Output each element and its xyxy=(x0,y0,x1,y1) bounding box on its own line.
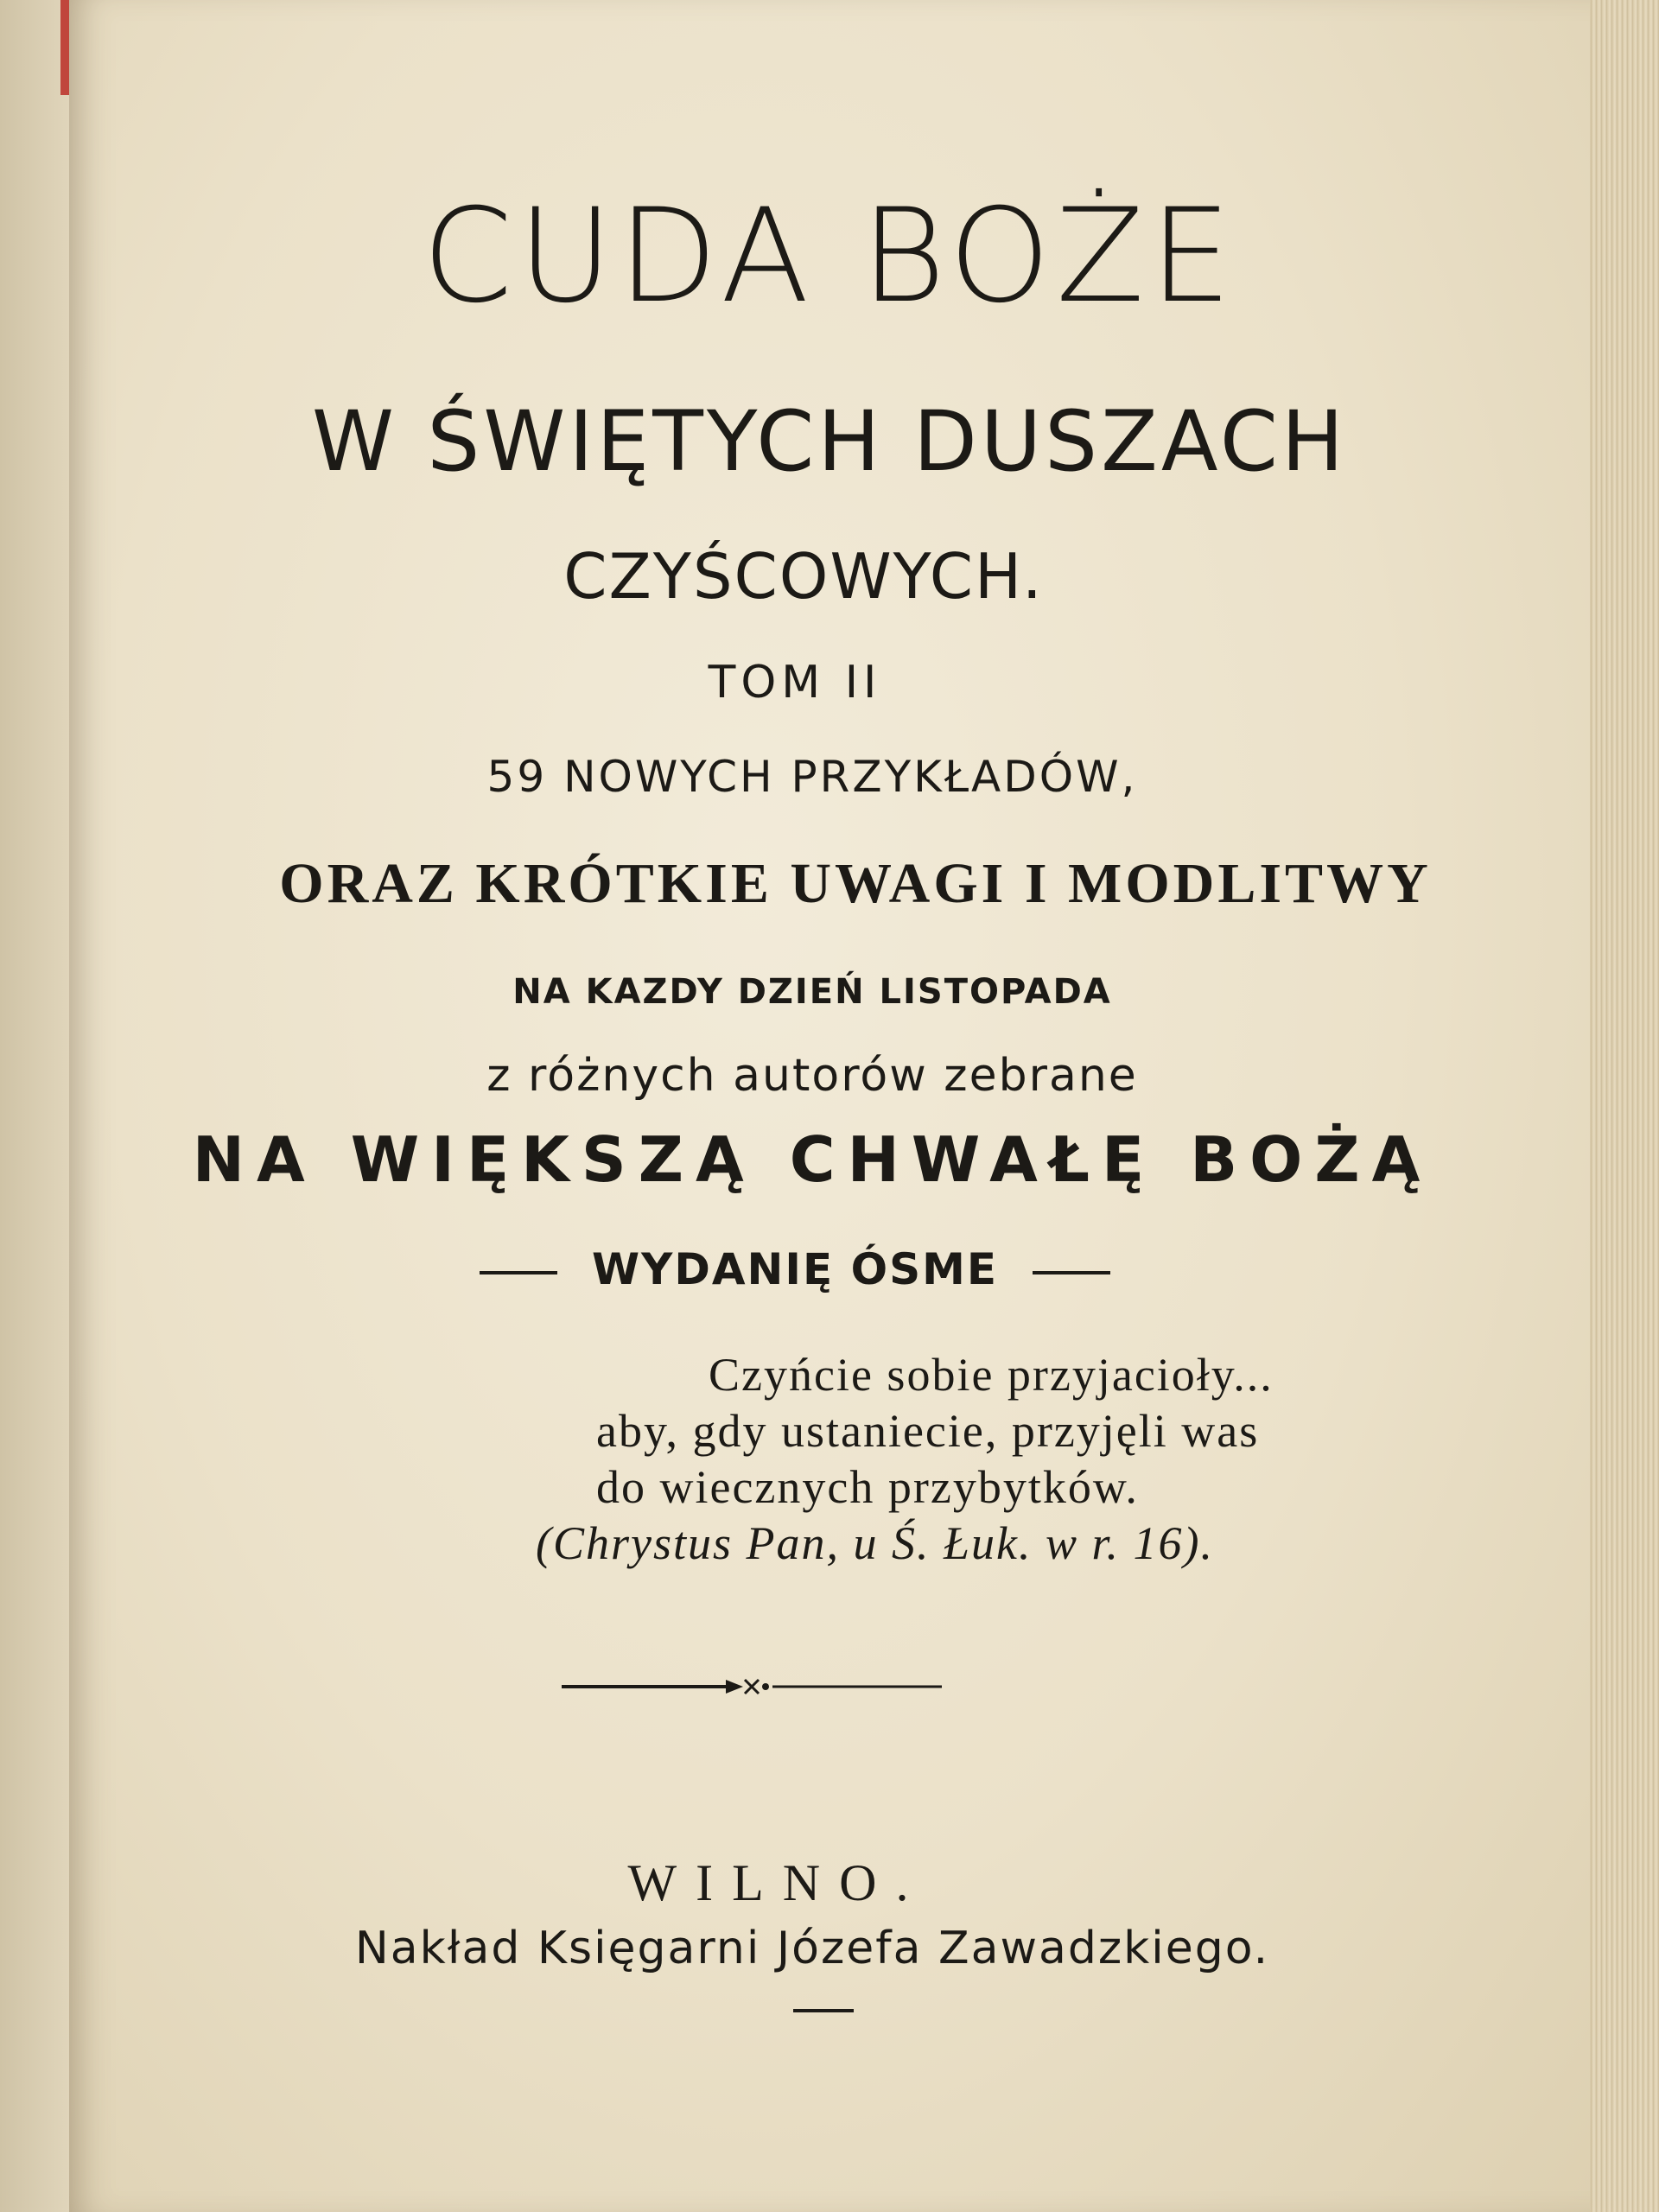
ornament-divider xyxy=(562,1676,942,1697)
book-title: CUDA BOŻE xyxy=(422,181,1237,332)
edition-label: WYDANIĘ ÓSME xyxy=(592,1244,998,1294)
dash-right xyxy=(1033,1271,1110,1274)
dash-left xyxy=(480,1271,557,1274)
glory-line: NA WIĘKSZĄ CHWAŁĘ BOŻĄ xyxy=(192,1123,1433,1196)
subtitle-line-2: CZYŚCOWYCH. xyxy=(563,540,1044,613)
epigraph-line-2: aby, gdy ustaniecie, przyjęli was xyxy=(596,1405,1260,1457)
authors-line: z różnych autorów zebrane xyxy=(486,1050,1138,1102)
epigraph-line-1: Czyńcie sobie przyjacioły... xyxy=(709,1349,1274,1401)
red-page-edge xyxy=(60,0,69,95)
closing-rule xyxy=(793,2009,854,2012)
subtitle-line-1: W ŚWIĘTYCH DUSZACH xyxy=(311,393,1348,490)
epigraph-citation: (Chrystus Pan, u Ś. Łuk. w r. 16). xyxy=(536,1517,1215,1569)
title-page xyxy=(69,0,1590,2212)
epigraph-line-3: do wiecznych przybytków. xyxy=(596,1461,1139,1513)
edition-line xyxy=(35,1244,1555,1294)
volume-label: TOM II xyxy=(708,657,882,709)
imprint-city: WILNO. xyxy=(627,1854,928,1911)
examples-line: 59 NOWYCH PRZYKŁADÓW, xyxy=(486,752,1138,802)
book-page-edges xyxy=(1581,0,1659,2212)
reflections-line: ORAZ KRÓTKIE UWAGI I MODLITWY xyxy=(279,852,1432,915)
each-day-line: NA KAZDY DZIEŃ LISTOPADA xyxy=(512,972,1112,1012)
imprint-publisher: Nakład Księgarni Józefa Zawadzkiego. xyxy=(354,1923,1270,1974)
